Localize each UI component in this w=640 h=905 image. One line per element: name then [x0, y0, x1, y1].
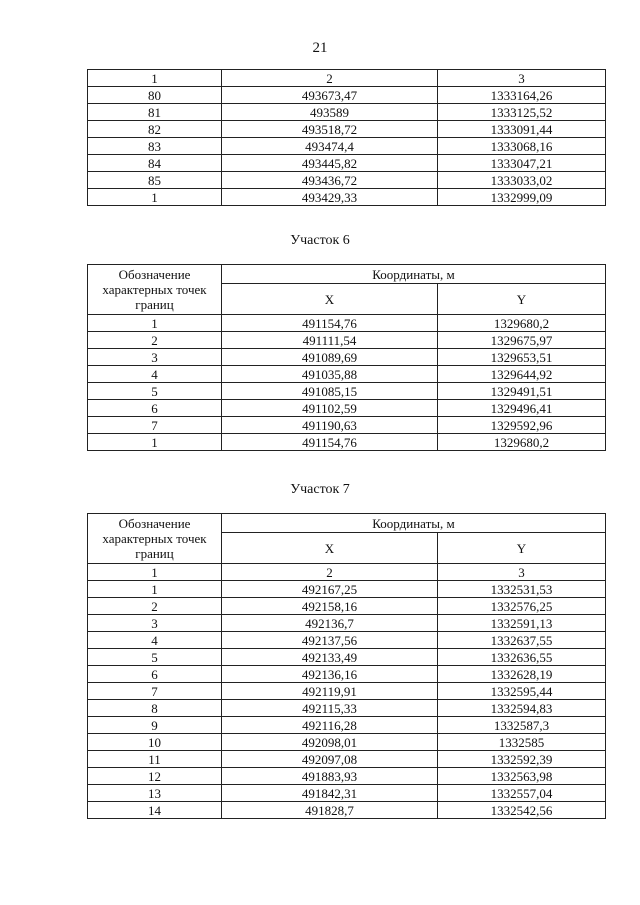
x-coordinate-cell: 492097,08: [222, 751, 438, 768]
x-coordinate-cell: 493445,82: [222, 155, 438, 172]
table-row: [88, 434, 606, 451]
y-coordinate-cell: 1329653,51: [438, 349, 606, 366]
point-number-cell: 3: [88, 615, 222, 632]
x-coordinate-cell: 491842,31: [222, 785, 438, 802]
x-coordinate-cell: 492119,91: [222, 683, 438, 700]
x-coordinate-cell: 492167,25: [222, 581, 438, 598]
table-row: [88, 138, 606, 155]
y-coordinate-cell: 1332576,25: [438, 598, 606, 615]
y-coordinate-cell: 1332637,55: [438, 632, 606, 649]
x-coordinate-cell: 493589: [222, 104, 438, 121]
column-number: 3: [438, 564, 606, 581]
y-coordinate-cell: 1333091,44: [438, 121, 606, 138]
point-number-cell: 1: [88, 189, 222, 206]
table-row: [88, 315, 606, 332]
x-coordinate-cell: 492098,01: [222, 734, 438, 751]
y-coordinate-cell: 1332591,13: [438, 615, 606, 632]
y-coordinate-cell: 1333164,26: [438, 87, 606, 104]
column-number: 1: [88, 564, 222, 581]
table-row: [88, 87, 606, 104]
point-number-cell: 85: [88, 172, 222, 189]
point-number-cell: 5: [88, 383, 222, 400]
y-coordinate-cell: 1333047,21: [438, 155, 606, 172]
x-header: X: [222, 533, 438, 564]
y-header: Y: [438, 533, 606, 564]
y-coordinate-cell: 1332542,56: [438, 802, 606, 819]
table-row: [88, 349, 606, 366]
section-title: Участок 7: [290, 482, 350, 497]
table-row: [88, 802, 606, 819]
point-number-cell: 1: [88, 434, 222, 451]
coordinates-header: Координаты, м: [222, 514, 606, 533]
section-title: Участок 6: [290, 233, 350, 248]
table-row: [88, 632, 606, 649]
coordinates-table-section-7: [87, 513, 606, 819]
point-number-cell: 83: [88, 138, 222, 155]
x-coordinate-cell: 491111,54: [222, 332, 438, 349]
x-coordinate-cell: 491102,59: [222, 400, 438, 417]
table-numbering-row: [88, 564, 606, 581]
point-number-cell: 9: [88, 717, 222, 734]
y-coordinate-cell: 1332592,39: [438, 751, 606, 768]
table-row: [88, 581, 606, 598]
point-number-cell: 11: [88, 751, 222, 768]
x-coordinate-cell: 491190,63: [222, 417, 438, 434]
point-number-cell: 6: [88, 666, 222, 683]
table-row: [88, 751, 606, 768]
table-row: [88, 734, 606, 751]
table-row: [88, 666, 606, 683]
x-coordinate-cell: 492136,7: [222, 615, 438, 632]
table-row: [88, 649, 606, 666]
y-coordinate-cell: 1332563,98: [438, 768, 606, 785]
x-coordinate-cell: 492137,56: [222, 632, 438, 649]
table-row: [88, 615, 606, 632]
x-coordinate-cell: 492116,28: [222, 717, 438, 734]
x-coordinate-cell: 493429,33: [222, 189, 438, 206]
x-coordinate-cell: 493436,72: [222, 172, 438, 189]
point-number-cell: 1: [88, 315, 222, 332]
table-row: [88, 400, 606, 417]
x-coordinate-cell: 493518,72: [222, 121, 438, 138]
point-number-cell: 2: [88, 332, 222, 349]
point-number-cell: 14: [88, 802, 222, 819]
point-number-cell: 6: [88, 400, 222, 417]
table-row: [88, 700, 606, 717]
table-row: [88, 683, 606, 700]
point-number-cell: 5: [88, 649, 222, 666]
point-number-cell: 84: [88, 155, 222, 172]
table-numbering-row: [88, 70, 606, 87]
table-row: [88, 417, 606, 434]
column-number: 3: [438, 70, 606, 87]
coordinates-table-section-6: [87, 264, 606, 451]
y-coordinate-cell: 1332585: [438, 734, 606, 751]
point-number-cell: 4: [88, 366, 222, 383]
x-coordinate-cell: 491085,15: [222, 383, 438, 400]
table-row: [88, 121, 606, 138]
table-row: [88, 598, 606, 615]
y-coordinate-cell: 1332595,44: [438, 683, 606, 700]
y-coordinate-cell: 1333033,02: [438, 172, 606, 189]
column-number: 2: [222, 564, 438, 581]
point-number-cell: 80: [88, 87, 222, 104]
table-row: [88, 768, 606, 785]
y-coordinate-cell: 1332636,55: [438, 649, 606, 666]
table-row: [88, 189, 606, 206]
point-number-cell: 1: [88, 581, 222, 598]
point-number-cell: 12: [88, 768, 222, 785]
point-number-cell: 10: [88, 734, 222, 751]
column-number: 1: [88, 70, 222, 87]
x-coordinate-cell: 491089,69: [222, 349, 438, 366]
table-row: [88, 785, 606, 802]
table-row: [88, 366, 606, 383]
point-number-cell: 8: [88, 700, 222, 717]
x-coordinate-cell: 492133,49: [222, 649, 438, 666]
y-coordinate-cell: 1332628,19: [438, 666, 606, 683]
column-number: 2: [222, 70, 438, 87]
y-coordinate-cell: 1332557,04: [438, 785, 606, 802]
point-number-cell: 7: [88, 417, 222, 434]
x-coordinate-cell: 491883,93: [222, 768, 438, 785]
point-number-cell: 81: [88, 104, 222, 121]
x-header: X: [222, 284, 438, 315]
y-coordinate-cell: 1329680,2: [438, 434, 606, 451]
x-coordinate-cell: 493474,4: [222, 138, 438, 155]
table-row: [88, 332, 606, 349]
y-coordinate-cell: 1332531,53: [438, 581, 606, 598]
x-coordinate-cell: 491035,88: [222, 366, 438, 383]
table-row: [88, 104, 606, 121]
point-number-cell: 2: [88, 598, 222, 615]
x-coordinate-cell: 491154,76: [222, 315, 438, 332]
point-designation-header: Обозначение характерных точек границ: [88, 514, 222, 564]
x-coordinate-cell: 491154,76: [222, 434, 438, 451]
x-coordinate-cell: 492115,33: [222, 700, 438, 717]
y-header: Y: [438, 284, 606, 315]
x-coordinate-cell: 493673,47: [222, 87, 438, 104]
point-designation-header: Обозначение характерных точек границ: [88, 265, 222, 315]
point-number-cell: 3: [88, 349, 222, 366]
point-number-cell: 13: [88, 785, 222, 802]
y-coordinate-cell: 1332594,83: [438, 700, 606, 717]
y-coordinate-cell: 1329491,51: [438, 383, 606, 400]
table-row: [88, 717, 606, 734]
y-coordinate-cell: 1329496,41: [438, 400, 606, 417]
point-number-cell: 7: [88, 683, 222, 700]
coordinates-table-continuation: [87, 69, 606, 206]
x-coordinate-cell: 492136,16: [222, 666, 438, 683]
y-coordinate-cell: 1332587,3: [438, 717, 606, 734]
table-row: [88, 172, 606, 189]
y-coordinate-cell: 1332999,09: [438, 189, 606, 206]
x-coordinate-cell: 492158,16: [222, 598, 438, 615]
x-coordinate-cell: 491828,7: [222, 802, 438, 819]
point-number-cell: 4: [88, 632, 222, 649]
y-coordinate-cell: 1333068,16: [438, 138, 606, 155]
point-number-cell: 82: [88, 121, 222, 138]
y-coordinate-cell: 1329644,92: [438, 366, 606, 383]
y-coordinate-cell: 1329592,96: [438, 417, 606, 434]
y-coordinate-cell: 1329675,97: [438, 332, 606, 349]
y-coordinate-cell: 1329680,2: [438, 315, 606, 332]
page-number: 21: [312, 40, 328, 56]
table-row: [88, 383, 606, 400]
coordinates-header: Координаты, м: [222, 265, 606, 284]
y-coordinate-cell: 1333125,52: [438, 104, 606, 121]
table-row: [88, 155, 606, 172]
